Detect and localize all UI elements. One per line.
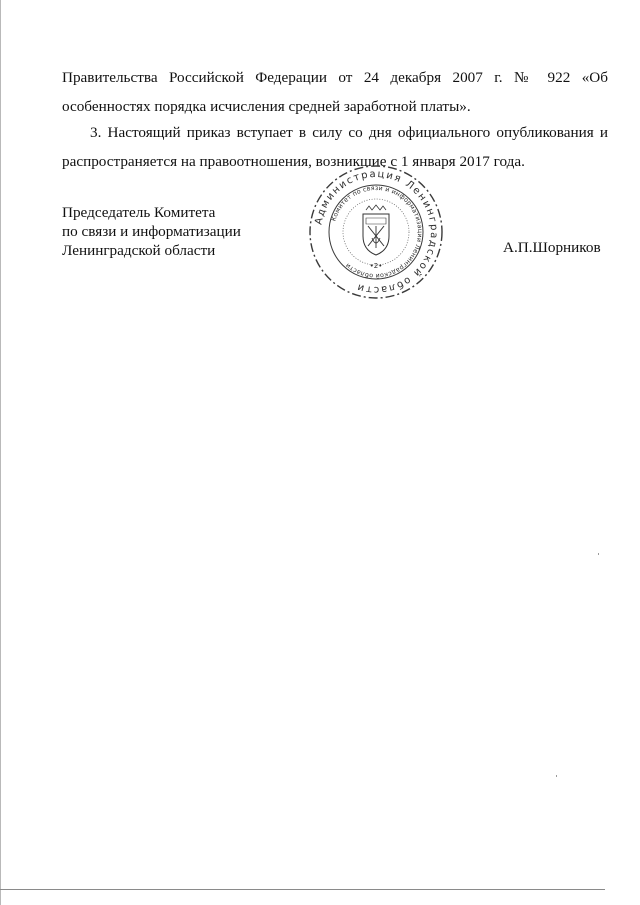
paragraph-continuation: Правительства Российской Федерации от 24 декабря 2007 г. № 922 «Об особенностях порядка исчисления средней заработной платы». xyxy=(62,69,608,115)
scan-speck xyxy=(598,553,599,555)
left-edge-line xyxy=(0,0,1,905)
signatory-name: А.П.Шорников xyxy=(503,239,601,256)
position-line-2: по связи и информатизации xyxy=(62,223,241,240)
official-seal-stamp xyxy=(306,162,446,302)
signatory-position xyxy=(62,203,241,260)
coat-of-arms-icon xyxy=(363,205,389,255)
seal-inner-text: Комитет по связи и информатизации Ленинградской области xyxy=(330,184,424,280)
bottom-edge-line xyxy=(0,889,605,890)
seal-number: •2• xyxy=(369,262,383,270)
position-line-3: Ленинградской области xyxy=(62,242,216,259)
position-line-1: Председатель Комитета xyxy=(62,204,216,221)
scan-speck xyxy=(556,775,557,777)
paragraph-item-3: 3. Настоящий приказ вступает в силу со дня официального опубликования и распространяется на правоотношения, возникшие с 1 января 2017 года. xyxy=(62,124,608,170)
seal-outer-text: Администрация Ленинградской области xyxy=(313,168,440,296)
